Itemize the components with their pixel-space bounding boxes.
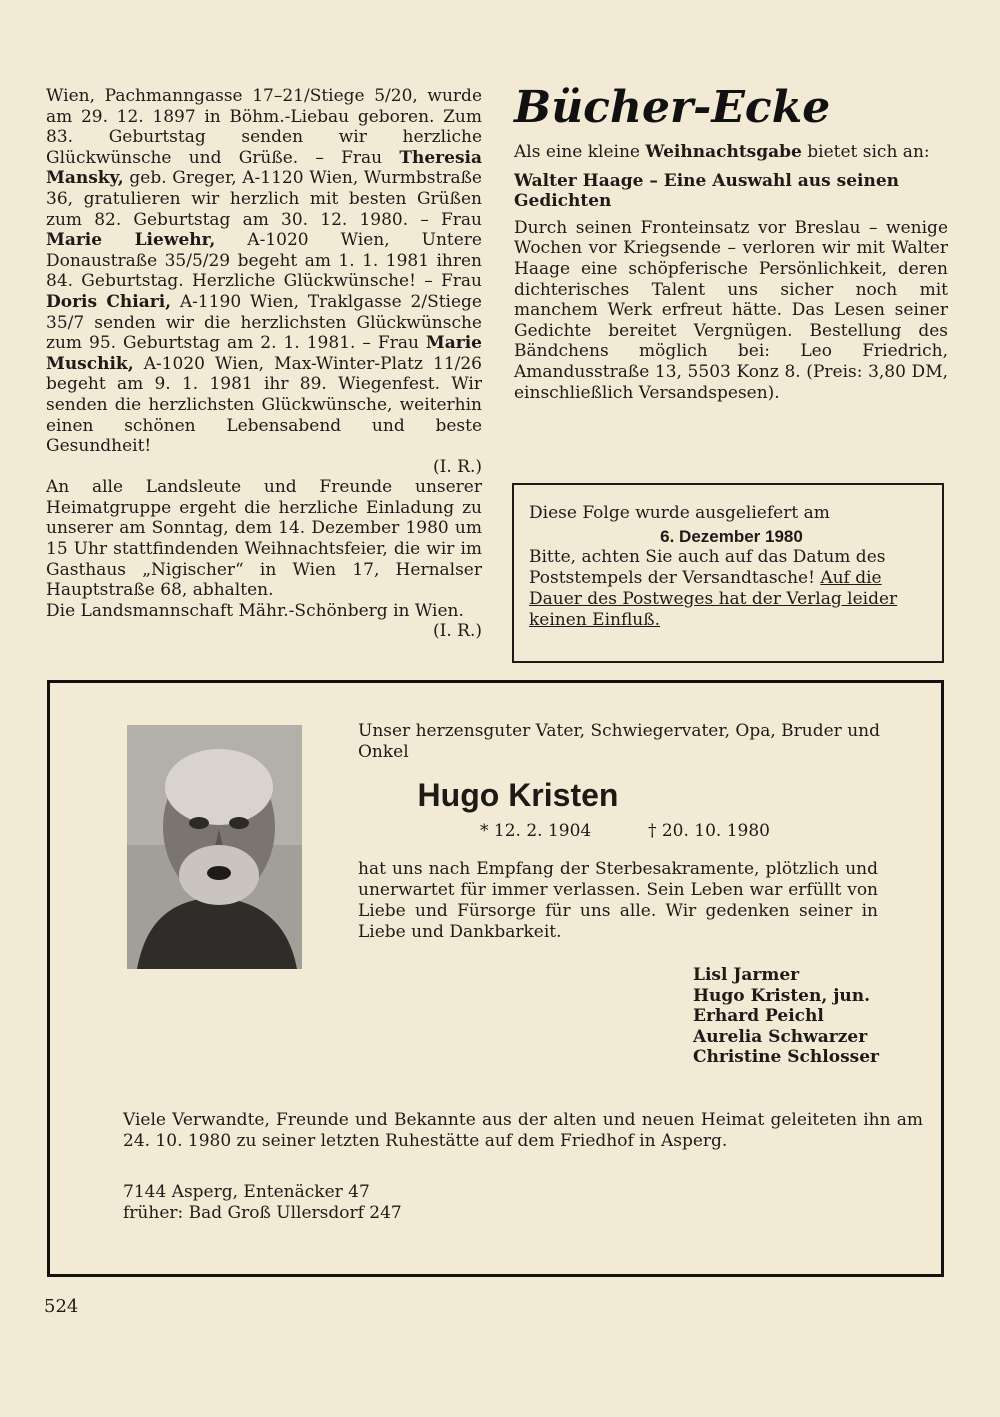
text-run: A-1190 Wien, Traklgasse 2/Stiege 35/7 senden wir die herzlichsten Glückwünsche zum 95. Geburtstag am 2. 1. 1981. – Frau <box>46 291 482 354</box>
birth-date: * 12. 2. 1904 <box>480 821 592 841</box>
text-run-bold: Weihnachtsgabe <box>645 142 802 162</box>
notice-text <box>529 547 934 631</box>
right-column <box>514 84 948 403</box>
mourner-name: Lisl Jarmer <box>693 965 800 985</box>
address-line: 7144 Asperg, Entenäcker 47 <box>123 1182 370 1202</box>
mourner-name: Christine Schlosser <box>693 1047 879 1068</box>
obituary-intro: Unser herzensguter Vater, Schwiegervater, Opa, Bruder und Onkel <box>358 721 880 762</box>
association-line <box>46 601 482 642</box>
author-initials: (I. R.) <box>433 456 482 477</box>
funeral-text: Viele Verwandte, Freunde und Bekannte aus der alten und neuen Heimat geleiteten ihn am 24. 10. 1980 zu seiner letzten Ruhestätte auf dem Friedhof in Asperg. <box>123 1110 923 1151</box>
author-initials: (I. R.) <box>433 621 482 642</box>
mourners-list <box>693 965 933 1068</box>
mourner-name: Erhard Peichl <box>693 1006 824 1027</box>
text-run: A-1020 Wien, Max-Winter-Platz 11/26 begeht am 9. 1. 1981 ihr 89. Wiegenfest. Wir senden die herzlichsten Glückwünsche, weiterhin einen schönen Lebensabend und beste Gesundheit! <box>46 353 482 457</box>
mourner-name: Aurelia Schwarzer <box>693 1026 868 1047</box>
obituary-text: hat uns nach Empfang der Sterbesakramente, plötzlich und unerwartet für immer verlassen. Sein Leben war erfüllt von Liebe und Fürsorge für uns alle. Wir gedenken seiner in Liebe und Dankbarkeit. <box>358 859 878 942</box>
notice-line: Diese Folge wurde ausgeliefert am <box>529 503 830 523</box>
text-run: Wien, Pachmanngasse 17–21/Stiege 5/20, wurde am 29. 12. 1897 in Böhm.-Liebau geboren. Zum 83. Geburtstag senden wir herzliche Glückwünsche und Grüße. – Frau <box>46 86 482 168</box>
book-description: Durch seinen Fronteinsatz vor Breslau – wenige Wochen vor Kriegsende – verloren wir mit Walter Haage eine schöpferische Persönlichkeit, deren dichterisches Talent uns sicher noch mit manchem Werk erfreut hätte. Das Lesen seiner Gedichte bereitet Vergnügen. Bestellung des Bändchens möglich bei: Leo Friedrich, Amandusstraße 13, 5503 Konz 8. (Preis: 3,80 DM, einschließlich Versandspesen). <box>514 217 948 403</box>
invitation-paragraph: An alle Landsleute und Freunde unserer Heimatgruppe ergeht die herzliche Einladung zu unserer am Sonntag, dem 14. Dezember 1980 um 15 Uhr stattfindenden Weihnachtsfeier, die wir im Gasthaus „Nigischer“ in Wien 17, Hernalser Hauptstraße 68, abhalten. <box>46 477 482 601</box>
life-dates <box>480 821 770 841</box>
birthday-greetings <box>46 86 482 477</box>
books-corner-heading: Bücher-Ecke <box>514 82 831 133</box>
obituary-box <box>47 680 944 1277</box>
text-run: bietet sich an: <box>801 142 930 162</box>
underlined-text: Auf die Dauer des Postweges hat der Verlag leider keinen Einfluß. <box>529 568 898 630</box>
portrait-photo <box>127 725 302 969</box>
person-name: Marie Muschik, <box>46 333 482 374</box>
person-name: Theresia Mansky, <box>46 147 482 189</box>
books-intro <box>514 142 948 163</box>
delivery-notice-box <box>512 483 944 663</box>
book-title: Walter Haage – Eine Auswahl aus seinen Gedichten <box>514 170 900 212</box>
family-address <box>123 1182 523 1224</box>
text-run: geb. Greger, A-1120 Wien, Wurmbstraße 36, gratulieren wir herzlich mit besten Grüßen zum 82. Geburtstag am 30. 12. 1980. – Frau <box>46 168 482 230</box>
text-run: A-1020 Wien, Untere Donaustraße 35/5/29 begeht am 1. 1. 1981 ihren 84. Geburtstag. Herzliche Glückwünsche! – Frau <box>46 230 482 292</box>
deceased-name: Hugo Kristen <box>417 777 619 813</box>
former-address-line: früher: Bad Groß Ullersdorf 247 <box>123 1203 402 1223</box>
text-run: Als eine kleine <box>514 142 646 162</box>
person-name: Marie Liewehr, <box>46 230 216 251</box>
person-name: Doris Chiari, <box>46 291 172 312</box>
death-date: † 20. 10. 1980 <box>647 821 770 841</box>
text-run: Bitte, achten Sie auch auf das Datum des Poststempels der Versandtasche! <box>529 547 886 588</box>
mourner-name: Hugo Kristen, jun. <box>693 985 870 1006</box>
page-number: 524 <box>44 1296 79 1317</box>
left-column <box>46 86 482 642</box>
delivery-date: 6. Dezember 1980 <box>660 527 803 546</box>
text-run: Die Landsmannschaft Mähr.-Schönberg in Wien. <box>46 600 464 621</box>
portrait-image <box>127 725 302 969</box>
